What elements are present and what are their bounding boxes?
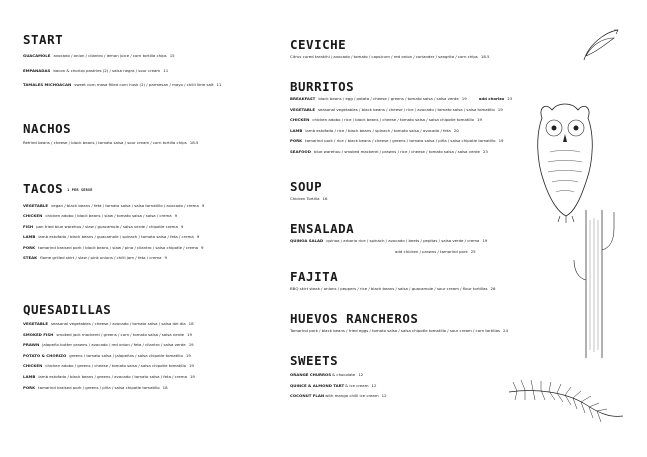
feather-arrow-icon — [578, 26, 622, 66]
menu-item: BBQ skirt steak / onions / peppers / rice / black beans / salsa / guacamole / sour cream / flour tortillas 26 — [290, 286, 496, 291]
menu-item: Citrus cured tarakihi / avocado / tomato / capsicum / red onion / coriander / sangrita / corn chips 18.5 — [290, 54, 490, 59]
menu-item: Chicken Tortilla 16 — [290, 196, 328, 201]
menu-item: QUINOA SALAD quinoa / arborio rice / spinach / avocado / beets / pepitas / salsa verde / crema 19 — [290, 238, 488, 243]
section-title: HUEVOS RANCHEROS — [290, 311, 419, 326]
menu-item: ORANGE CHURROS& chocolate 12 — [290, 372, 364, 377]
start-section — [23, 33, 221, 91]
menu-item: GUACAMOLE avocado / onion / cilantro / lemon juice / corn tortilla chips 15 — [23, 53, 175, 58]
soup-section — [290, 180, 327, 205]
ensalada-items — [290, 236, 487, 257]
menu-item: FISH pan fried blue warehou / slaw / guacamole / salsa verde / chipotle crema 9 — [23, 223, 184, 229]
menu-item: SMOKED FISH smoked jack mackerel / greens / corn / tomato salsa / salsa verde 19 — [23, 331, 192, 337]
tacos-subtitle: 1 PER SERVE — [67, 187, 93, 192]
quesadillas-items — [23, 319, 195, 393]
menu-item: POTATO & CHORIZO greens / tomato salsa / jalapeños / salsa chipotle tomatillo 19 — [23, 352, 191, 358]
burritos-section — [290, 80, 512, 158]
nachos-section — [23, 122, 198, 149]
menu-item: TAMALES MICHOACAN sweet corn masa filled corn husk (2) / parmesan / mayo / chilli lime salt 11 — [23, 82, 222, 88]
soup-items — [290, 194, 327, 205]
ceviche-items — [290, 52, 490, 63]
tacos-section — [23, 182, 204, 264]
menu-item: SEAFOOD blue warehou / smoked mackerel / prawns / rice / cheese / tomato salsa / salsa verde 23 — [290, 148, 488, 154]
sweets-items — [290, 370, 387, 402]
menu-item: EMPANADAS bacon & chorizo pastries (2) / salsa negra / sour cream 11 — [23, 67, 169, 73]
section-title: START — [23, 32, 64, 47]
section-title: ENSALADA — [290, 221, 355, 236]
sweets-section — [290, 354, 387, 402]
section-title: FAJITA — [290, 269, 339, 284]
owl-on-cactus-icon — [528, 100, 618, 362]
menu-item: VEGETABLE seasonal vegetables / black beans / cheese / rice / avocado / tomato salsa / salsa tomatillo 19 — [290, 106, 503, 112]
menu-item: PORK tamarind braised pork / black beans / slaw / pina / cilantro / salsa chipotle / crema 9 — [23, 244, 204, 250]
menu-item: CHICKEN chicken adobo / rice / black beans / cheese / tomato salsa / salsa chipotle tomatillo 19 — [290, 117, 482, 123]
section-title: QUESADILLAS — [23, 302, 112, 317]
nachos-items — [23, 138, 198, 149]
burritos-items — [290, 94, 512, 158]
menu-item: COCONUT FLANwith mango chilli ice cream 12 — [290, 393, 387, 399]
section-title: SWEETS — [290, 353, 339, 368]
menu-item: STEAK flame grilled skirt / slaw / pink onions / chilli jam / feta / crema 9 — [23, 255, 167, 261]
huevos-section — [290, 312, 508, 337]
start-items — [23, 51, 221, 91]
section-title: TACOS 1 PER SERVE — [23, 181, 93, 196]
huevos-items — [290, 326, 508, 337]
menu-item: VEGETABLE seasonal vegetables / cheese / avocado / tomato salsa / salsa del dia 18 — [23, 321, 194, 326]
fajita-items — [290, 284, 495, 295]
menu-item: VEGETABLE vegan / black beans / feta / tomato salsa / salsa tomatillo / avocado / crema 9 — [23, 202, 205, 208]
menu-item: Tamarind pork / black beans / fried eggs / tomato salsa / salsa chipotle tomatillo / sour cream / corn tortillas 24 — [290, 328, 508, 333]
section-title: NACHOS — [23, 121, 72, 136]
menu-item: PORK tamarind pork / rice / black beans / cheese / greens / tomato salsa / piña / salsa chipotle tomatillo 19 — [290, 138, 504, 144]
menu-item: PORK tamarind braised pork / greens / piña / salsa chipotle tomatillo 18 — [23, 384, 168, 390]
menu-item: QUINCE & ALMOND TART& ice cream 12 — [290, 382, 377, 388]
tacos-items — [23, 201, 204, 265]
fajita-section — [290, 270, 495, 295]
menu-item: Refried beans / cheese / black beans / tomato salsa / sour cream / corn tortilla chips 18.5 — [23, 140, 199, 145]
menu-item: LAMB lamb estofado / black beans / greens / avocado / tomato salsa / feta / crema 19 — [23, 373, 195, 379]
fern-leaf-icon — [505, 378, 627, 424]
section-title: CEVICHE — [290, 37, 347, 52]
section-title: SOUP — [290, 179, 323, 194]
menu-item: CHICKEN chicken adobo / greens / cheese / tomato salsa / salsa chipotle tomatillo 19 — [23, 363, 194, 369]
menu-item: PRAWN jalapeño butter prawns / avocado / red onion / feta / cilantro / salsa verde 19 — [23, 342, 194, 348]
ensalada-section — [290, 222, 487, 257]
menu-item: add chicken / prawns / tamarind pork 25 — [395, 248, 476, 254]
section-title: BURRITOS — [290, 79, 355, 94]
menu-item: LAMB lamb estofado / rice / black beans / spinach / tomato salsa / avocado / feta 20 — [290, 127, 459, 133]
menu-item: CHICKEN chicken adobo / black beans / slaw / tomato salsa / salsa / crema 9 — [23, 213, 178, 219]
menu-item: LAMB lamb estofado / black beans / guacamole / spinach / tomato salsa / feta / crema 9 — [23, 234, 200, 240]
quesadillas-section — [23, 303, 195, 393]
menu-item: BREAKFAST black beans / egg / potato / cheese / greens / tomato salsa / salsa verde 19 add chorizo 23 — [290, 96, 513, 101]
ceviche-section — [290, 38, 490, 63]
